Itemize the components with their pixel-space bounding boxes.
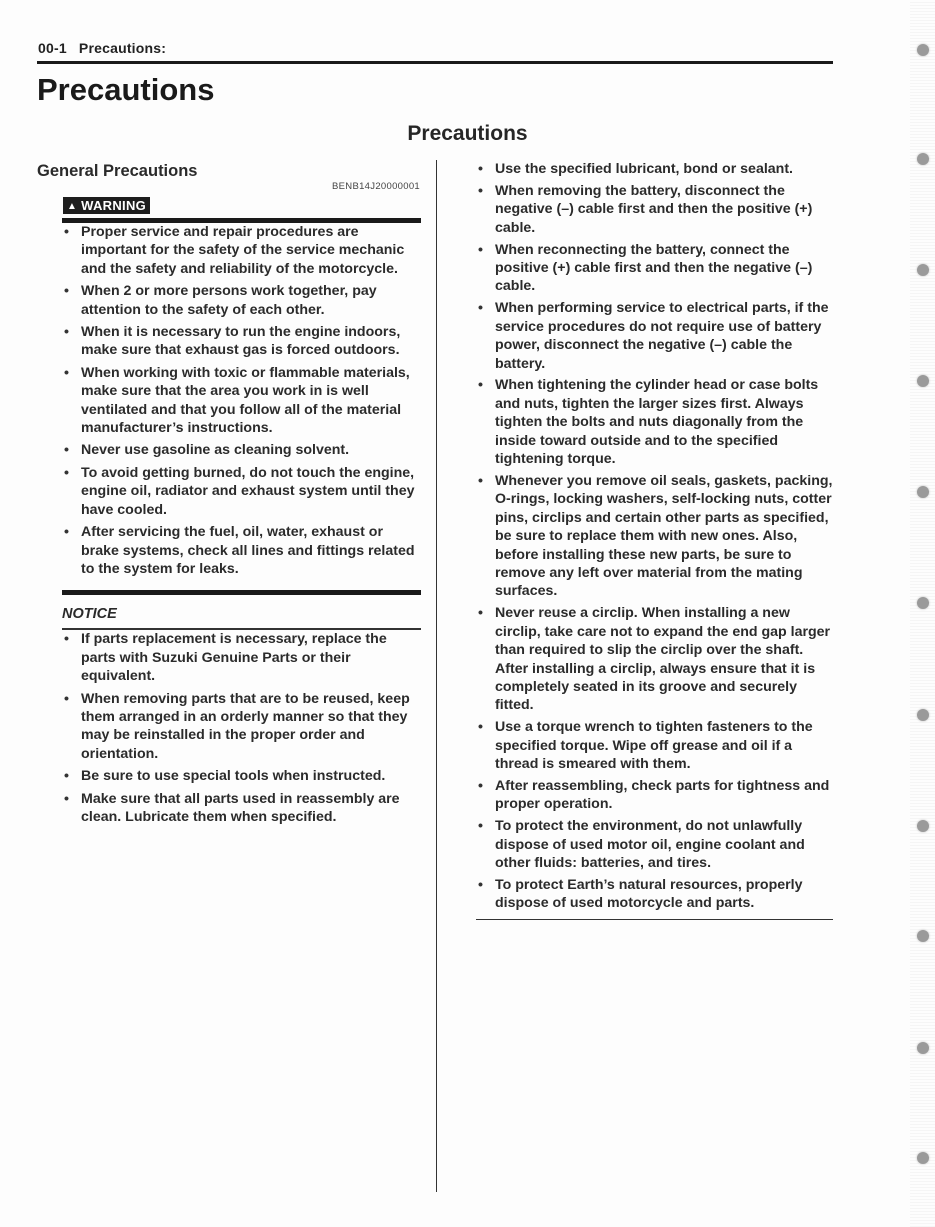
bullet-icon: • [64, 324, 69, 341]
bullet-icon: • [64, 224, 69, 240]
bullet-icon: • [478, 377, 483, 394]
notice-end-rule [476, 919, 833, 920]
list-item: • Whenever you remove oil seals, gaskets, packing, O-rings, locking washers, self-locking nuts, cotter pins, circlips and certain other parts as specified, be sure to replace them with new ones. Also, before installing these new parts, be sure to remove any left over material from the mating surfaces. [478, 473, 833, 600]
bullet-icon: • [64, 790, 69, 807]
binder-hole-icon [917, 375, 929, 387]
warning-list [62, 223, 421, 578]
bullet-icon: • [478, 241, 483, 258]
list-item: • When working with toxic or flammable materials, make sure that the area you work in is well ventilated and that you follow all of the material manufacturer’s instructions. [64, 364, 410, 437]
header-rule [37, 61, 833, 64]
binder-hole-icon [917, 709, 929, 721]
bullet-icon: • [64, 524, 69, 541]
list-item: • Never reuse a circlip. When installing a new circlip, take care not to expand the end gap larger than required to slip the circlip over the shaft. After installing a circlip, always ensure that it is completely seated in its groove and securely fitted. [478, 605, 831, 714]
bullet-icon: • [478, 161, 483, 177]
column-divider [436, 160, 437, 1192]
list-item: • After reassembling, check parts for tightness and proper operation. [478, 778, 830, 813]
notice-list [62, 630, 421, 826]
bullet-icon: • [64, 464, 69, 481]
binder-hole-icon [917, 1042, 929, 1054]
list-item: • Use the specified lubricant, bond or sealant. [478, 161, 793, 177]
notice-top-rule [62, 590, 421, 595]
binder-hole-icon [917, 597, 929, 609]
bullet-icon: • [64, 442, 69, 459]
running-header [38, 40, 166, 56]
document-code: BENB14J20000001 [332, 181, 420, 192]
right-column [476, 160, 834, 920]
binder-hole-icon [917, 486, 929, 498]
list-item: • After servicing the fuel, oil, water, exhaust or brake systems, check all lines and fittings related to the system for leaks. [64, 524, 415, 577]
binder-hole-icon [917, 44, 929, 56]
page-number: 00-1 [38, 40, 67, 56]
bullet-icon: • [64, 364, 69, 381]
list-item: • To avoid getting burned, do not touch the engine, engine oil, radiator and exhaust system until they have cooled. [64, 464, 415, 518]
warning-label: WARNING [81, 198, 147, 213]
bullet-icon: • [478, 182, 483, 199]
bullet-icon: • [478, 300, 483, 317]
list-item: • Never use gasoline as cleaning solvent. [64, 442, 350, 459]
list-item: • If parts replacement is necessary, replace the parts with Suzuki Genuine Parts or their equivalent. [64, 631, 387, 685]
notice-list-continued [476, 160, 834, 913]
subsection-title: General Precautions [37, 162, 198, 180]
binder-hole-icon [917, 1152, 929, 1164]
list-item: • Use a torque wrench to tighten fasteners to the specified torque. Wipe off grease and oil if a thread is smeared with them. [478, 719, 813, 773]
list-item: • When tightening the cylinder head or case bolts and nuts, tighten the larger sizes first. Always tighten the bolts and nuts diagonally from the inside toward outside and to the specified tightening torque. [478, 377, 819, 468]
bullet-icon: • [478, 877, 483, 894]
chapter-title: Precautions [37, 72, 215, 107]
warning-box [62, 223, 421, 826]
binder-hole-icon [917, 820, 929, 832]
binder-hole-icon [917, 930, 929, 942]
bullet-icon: • [478, 818, 483, 835]
bullet-icon: • [64, 690, 69, 707]
binder-hole-icon [917, 153, 929, 165]
warning-triangle-icon: ▲ [67, 201, 78, 212]
list-item: • When 2 or more persons work together, pay attention to the safety of each other. [64, 283, 377, 318]
list-item: • When reconnecting the battery, connect the positive (+) cable first and then the negative (–) cable. [478, 241, 813, 295]
list-item: • Proper service and repair procedures are important for the safety of the service mechanic and the safety and reliability of the motorcycle. [64, 224, 405, 277]
list-item: • To protect the environment, do not unlawfully dispose of used motor oil, engine coolant and other fluids: batteries, and tires. [478, 818, 805, 872]
notice-label: NOTICE [62, 606, 117, 623]
bullet-icon: • [478, 605, 483, 622]
list-item: • Be sure to use special tools when instructed. [64, 768, 386, 785]
bullet-icon: • [64, 768, 69, 785]
bullet-icon: • [478, 719, 483, 736]
list-item: • Make sure that all parts used in reassembly are clean. Lubricate them when specified. [64, 790, 400, 825]
bullet-icon: • [478, 473, 483, 489]
binder-hole-icon [917, 264, 929, 276]
list-item: • When removing the battery, disconnect the negative (–) cable first and then the positive (+) cable. [478, 182, 813, 236]
list-item: • To protect Earth’s natural resources, properly dispose of used motorcycle and parts. [478, 877, 803, 912]
bullet-icon: • [64, 283, 69, 300]
list-item: • When it is necessary to run the engine indoors, make sure that exhaust gas is forced outdoors. [64, 324, 401, 359]
bullet-icon: • [478, 778, 483, 794]
running-title: Precautions: [78, 40, 167, 56]
list-item: • When performing service to electrical parts, if the service procedures do not require use of battery power, disconnect the negative (–) cable the battery. [478, 300, 829, 372]
left-column [37, 160, 422, 830]
warning-badge [63, 197, 150, 214]
bullet-icon: • [64, 631, 69, 648]
list-item: • When removing parts that are to be reused, keep them arranged in an orderly manner so that they may be reinstalled in the proper order and orientation. [64, 690, 410, 762]
section-title: Precautions [407, 122, 528, 145]
